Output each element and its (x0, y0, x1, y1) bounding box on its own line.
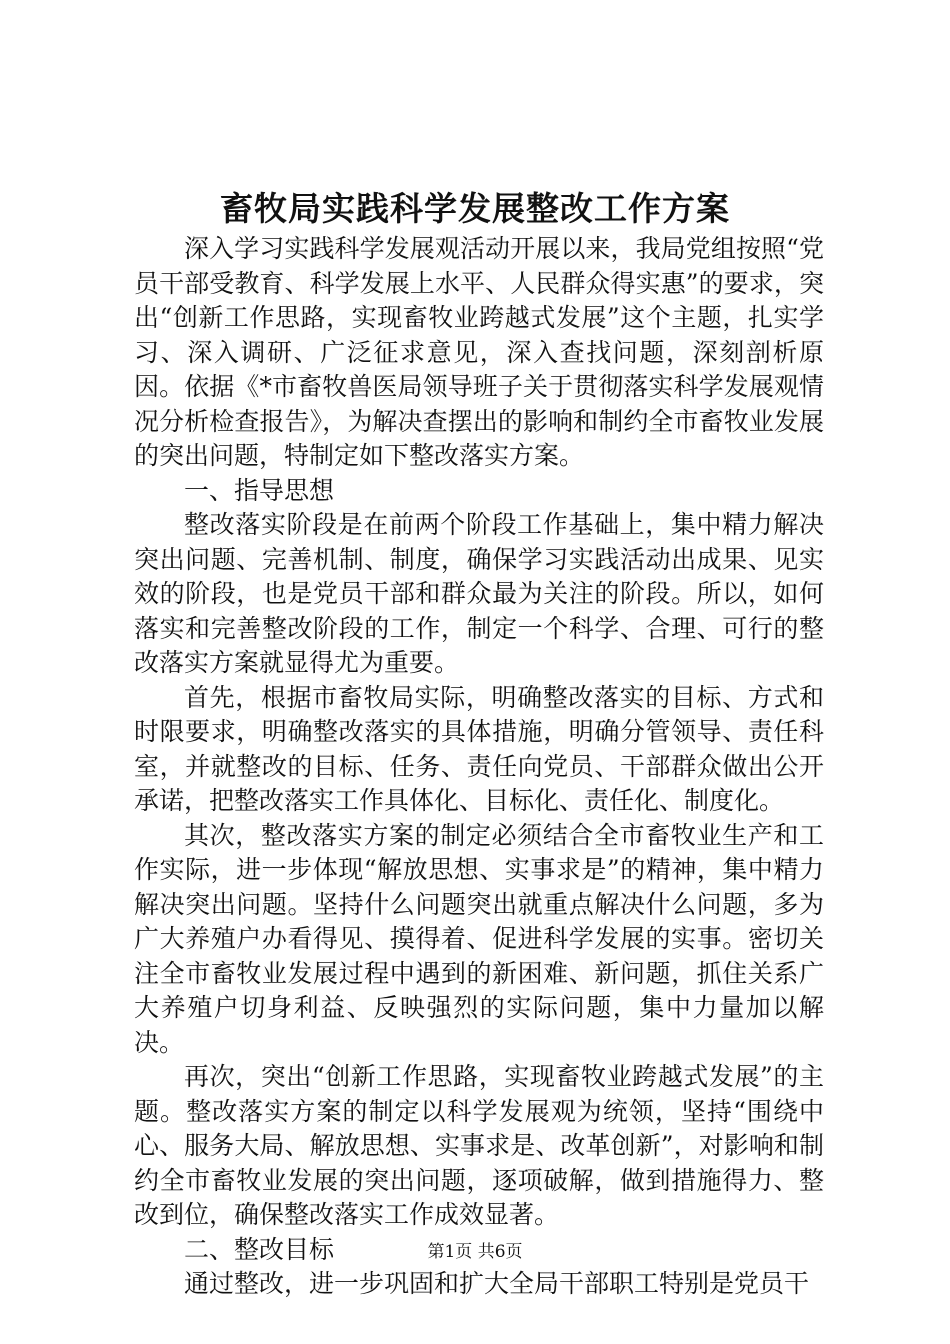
paragraph-second: 其次，整改落实方案的制定必须结合全市畜牧业生产和工作实际，进一步体现“解放思想、实事求是”的精神，集中精力解决突出问题。坚持什么问题突出就重点解决什么问题，多为广大养殖户办看得见、摸得着、促进科学发展的实事。密切关注全市畜牧业发展过程中遇到的新困难、新问题，抓住关系广大养殖户切身利益、反映强烈的实际问题，集中力量加以解决。 (134, 820, 824, 1057)
section-heading-guiding-ideology: 一、指导思想 (184, 475, 335, 505)
paragraph-intro: 深入学习实践科学发展观活动开展以来，我局党组按照“党员干部受教育、科学发展上水平、人民群众得实惠”的要求，突出“创新工作思路，实现畜牧业跨越式发展”这个主题，扎实学习、深入调研、广泛征求意见，深入查找问题，深刻剖析原因。依据《*市畜牧兽医局领导班子关于贯彻落实科学发展观情况分析检查报告》，为解决查摆出的影响和制约全市畜牧业发展的突出问题，特制定如下整改落实方案。 (134, 234, 824, 470)
section-heading-goals: 二、整改目标 (184, 1234, 335, 1264)
paragraph-third: 再次，突出“创新工作思路，实现畜牧业跨越式发展”的主题。整改落实方案的制定以科学发展观为统领，坚持“围绕中心、服务大局、解放思想、实事求是、改革创新”，对影响和制约全市畜牧业发展的突出问题，逐项破解，做到措施得力、整改到位，确保整改落实工作成效显著。 (134, 1062, 824, 1229)
paragraph-rectification-stage: 整改落实阶段是在前两个阶段工作基础上，集中精力解决突出问题、完善机制、制度，确保学习实践活动出成果、见实效的阶段，也是党员干部和群众最为关注的阶段。所以，如何落实和完善整改阶段的工作，制定一个科学、合理、可行的整改落实方案就显得尤为重要。 (134, 510, 824, 677)
document-title: 畜牧局实践科学发展整改工作方案 (220, 189, 730, 228)
paragraph-goals: 通过整改，进一步巩固和扩大全局干部职工特别是党员干 (184, 1269, 810, 1298)
document-body (134, 232, 824, 1302)
page-number-footer: 第1页 共6页 (427, 1242, 523, 1262)
paragraph-first: 首先，根据市畜牧局实际，明确整改落实的目标、方式和时限要求，明确整改落实的具体措施，明确分管领导、责任科室，并就整改的目标、任务、责任向党员、干部群众做出公开承诺，把整改落实工作具体化、目标化、责任化、制度化。 (134, 682, 824, 815)
